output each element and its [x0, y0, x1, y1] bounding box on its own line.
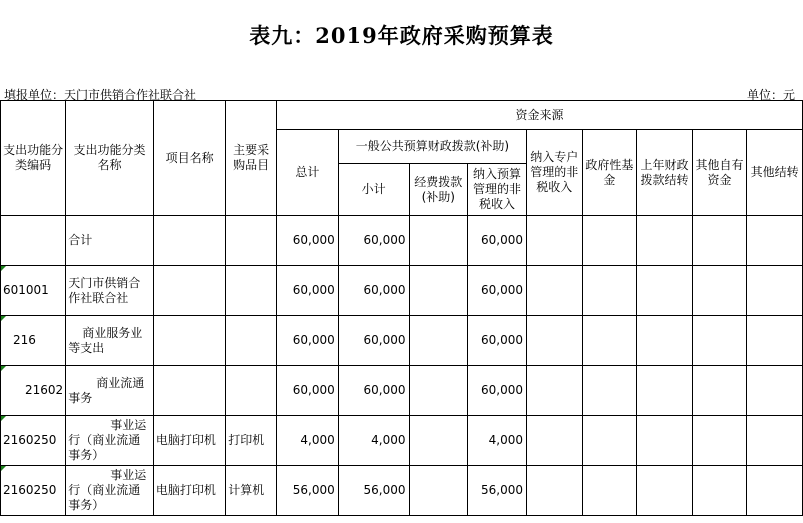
page-title: 表九：2019年政府采购预算表	[249, 23, 554, 48]
cell-total: 60,000	[276, 316, 338, 366]
col-header-subtotal: 小计	[338, 164, 409, 216]
col-header-project: 项目名称	[153, 101, 225, 216]
col-header-code: 支出功能分类编码	[1, 101, 66, 216]
cell-own	[692, 216, 747, 266]
cell-nontax: 60,000	[468, 266, 527, 316]
cell-name: 合计	[66, 216, 154, 266]
cell-carry	[747, 366, 803, 416]
cell-subtotal: 4,000	[338, 416, 409, 466]
currency-unit: 单位：元	[746, 88, 795, 102]
cell-marker-icon	[1, 366, 6, 371]
cell-gov	[582, 466, 637, 516]
col-header-prior-year: 上年财政拨款结转	[637, 130, 693, 216]
cell-own	[692, 316, 747, 366]
cell-project: 电脑打印机	[153, 466, 225, 516]
cell-code	[1, 466, 66, 516]
cell-operating	[409, 466, 468, 516]
cell-item	[226, 366, 277, 416]
cell-subtotal: 60,000	[338, 316, 409, 366]
cell-operating	[409, 416, 468, 466]
cell-gov	[582, 416, 637, 466]
cell-code	[1, 416, 66, 466]
cell-gov	[582, 266, 637, 316]
cell-carry	[747, 316, 803, 366]
cell-code	[1, 366, 66, 416]
col-header-general-budget: 一般公共预算财政拨款(补助)	[338, 130, 526, 164]
cell-nontax: 60,000	[468, 366, 527, 416]
cell-subtotal: 56,000	[338, 466, 409, 516]
cell-name: 商业流通事务	[66, 366, 154, 416]
cell-total: 56,000	[276, 466, 338, 516]
cell-total: 60,000	[276, 266, 338, 316]
cell-item	[226, 216, 277, 266]
cell-name: 天门市供销合作社联合社	[66, 266, 154, 316]
code-text: 2160250	[3, 433, 57, 447]
code-text: 601001	[3, 283, 49, 297]
col-header-total: 总计	[276, 130, 338, 216]
cell-item: 计算机	[226, 466, 277, 516]
col-header-nontax-special: 纳入专户管理的非税收入	[526, 130, 582, 216]
cell-name: 事业运行（商业流通事务）	[66, 416, 154, 466]
cell-total: 60,000	[276, 216, 338, 266]
cell-nontax: 4,000	[468, 416, 527, 466]
cell-item	[226, 266, 277, 316]
cell-name: 事业运行（商业流通事务）	[66, 466, 154, 516]
cell-name: 商业服务业等支出	[66, 316, 154, 366]
cell-operating	[409, 316, 468, 366]
cell-marker-icon	[1, 266, 6, 271]
code-text: 2160250	[3, 483, 57, 497]
cell-prior	[637, 366, 693, 416]
col-header-gov-fund: 政府性基金	[582, 130, 637, 216]
cell-carry	[747, 266, 803, 316]
table-row	[1, 266, 803, 316]
cell-special	[526, 416, 582, 466]
cell-carry	[747, 216, 803, 266]
cell-gov	[582, 216, 637, 266]
cell-gov	[582, 316, 637, 366]
table-row	[1, 466, 803, 516]
cell-carry	[747, 466, 803, 516]
cell-nontax: 60,000	[468, 316, 527, 366]
cell-project: 电脑打印机	[153, 416, 225, 466]
cell-special	[526, 466, 582, 516]
col-header-operating-alloc: 经费拨款(补助)	[409, 164, 468, 216]
table-row	[1, 216, 803, 266]
cell-subtotal: 60,000	[338, 366, 409, 416]
cell-own	[692, 466, 747, 516]
cell-code	[1, 316, 66, 366]
col-header-other-own: 其他自有资金	[692, 130, 747, 216]
cell-prior	[637, 466, 693, 516]
cell-item: 打印机	[226, 416, 277, 466]
cell-prior	[637, 416, 693, 466]
cell-marker-icon	[1, 316, 6, 321]
cell-operating	[409, 366, 468, 416]
table-row	[1, 366, 803, 416]
cell-prior	[637, 216, 693, 266]
col-header-funding-source: 资金来源	[276, 101, 802, 130]
col-header-nontax-budget: 纳入预算管理的非税收入	[468, 164, 527, 216]
cell-own	[692, 416, 747, 466]
col-header-item: 主要采购品目	[226, 101, 277, 216]
cell-special	[526, 266, 582, 316]
cell-operating	[409, 266, 468, 316]
cell-nontax: 60,000	[468, 216, 527, 266]
cell-prior	[637, 316, 693, 366]
col-header-name: 支出功能分类名称	[66, 101, 154, 216]
cell-special	[526, 366, 582, 416]
cell-carry	[747, 416, 803, 466]
cell-gov	[582, 366, 637, 416]
cell-item	[226, 316, 277, 366]
cell-project	[153, 316, 225, 366]
code-text: 216	[13, 333, 36, 347]
cell-subtotal: 60,000	[338, 216, 409, 266]
cell-code	[1, 216, 66, 266]
procurement-budget-table	[0, 100, 803, 516]
table-row	[1, 416, 803, 466]
cell-subtotal: 60,000	[338, 266, 409, 316]
cell-nontax: 56,000	[468, 466, 527, 516]
cell-project	[153, 266, 225, 316]
cell-total: 60,000	[276, 366, 338, 416]
cell-project	[153, 366, 225, 416]
cell-code	[1, 266, 66, 316]
cell-project	[153, 216, 225, 266]
cell-operating	[409, 216, 468, 266]
table-row	[1, 316, 803, 366]
cell-marker-icon	[1, 416, 6, 421]
code-text: 21602	[25, 383, 64, 397]
cell-own	[692, 366, 747, 416]
cell-own	[692, 266, 747, 316]
cell-marker-icon	[1, 466, 6, 471]
cell-special	[526, 316, 582, 366]
col-header-other-carry: 其他结转	[747, 130, 803, 216]
reporting-unit: 填报单位：天门市供销合作社联合社	[4, 88, 197, 102]
cell-special	[526, 216, 582, 266]
cell-total: 4,000	[276, 416, 338, 466]
cell-prior	[637, 266, 693, 316]
